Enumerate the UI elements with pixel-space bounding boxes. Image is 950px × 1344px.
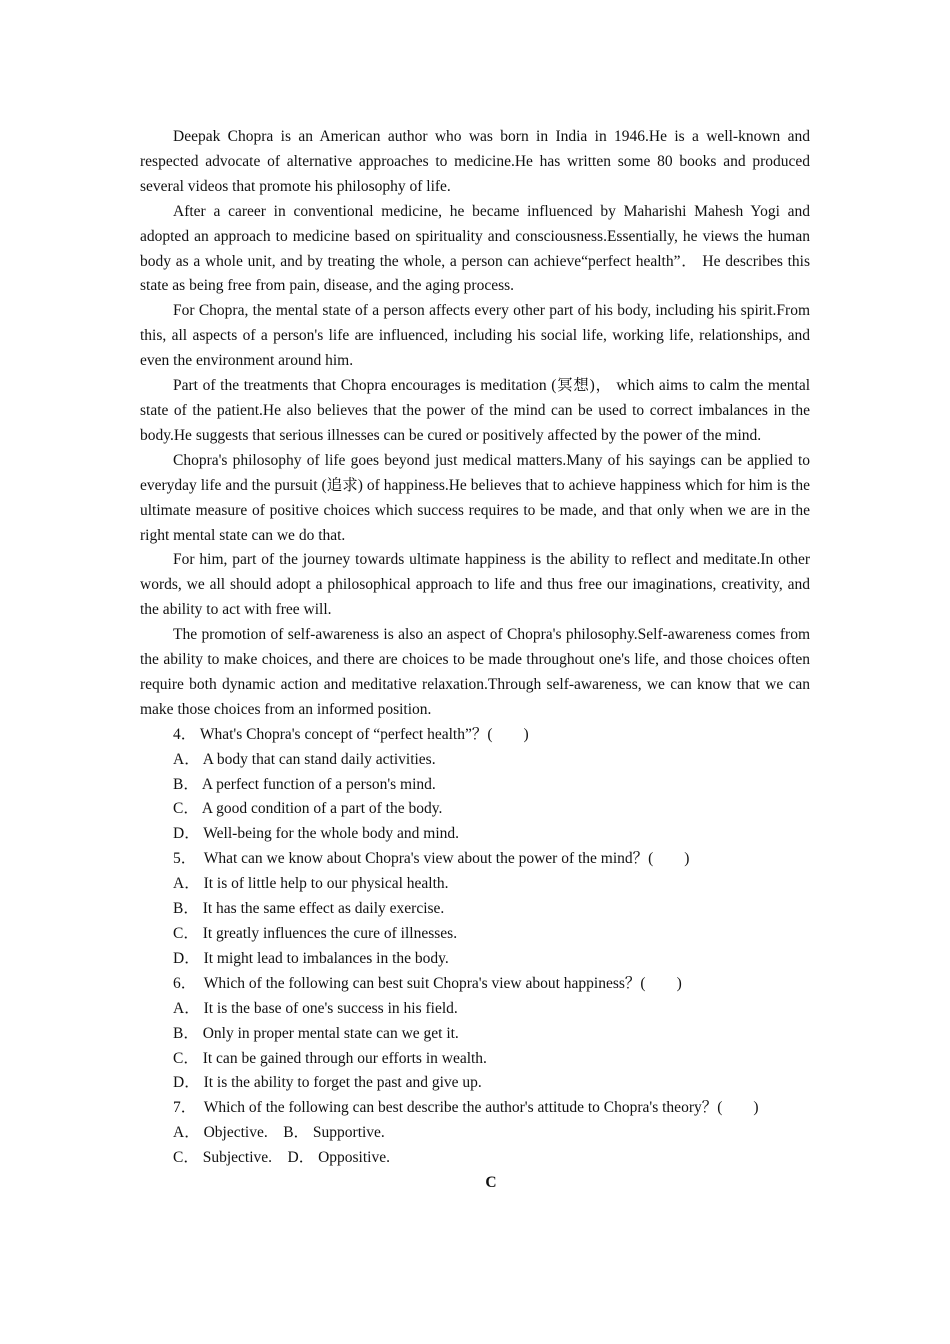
passage-paragraph: Deepak Chopra is an American author who was born in India in 1946.He is a well‑known and respected advocate of alternative approaches to medicine.He has written some 80 books and produced several videos that promote his philosophy of life. [140, 128, 810, 195]
question-stem: 7． Which of the following can best describe the author's attitude to Chopra's theory？( ) [173, 1099, 759, 1117]
answer-option: D． It might lead to imbalances in the body. [173, 949, 449, 967]
answer-option: B． It has the same effect as daily exercise. [173, 900, 445, 918]
answer-option: C． It can be gained through our efforts in wealth. [173, 1049, 487, 1067]
section-heading: C [485, 1174, 497, 1192]
reading-passage [140, 125, 810, 723]
answer-option: A． A body that can stand daily activities. [173, 750, 436, 768]
question-block [140, 972, 810, 1097]
passage-paragraph: The promotion of self‑awareness is also an aspect of Chopra's philosophy.Self‑awareness comes from the ability to make choices, and there are choices to be made throughout one's life, and those choices often require both dynamic action and meditative relaxation.Through self‑awareness, we can know that we can make those choices from an informed position. [140, 626, 810, 718]
answer-option: D． Well‑being for the whole body and mind. [173, 825, 460, 843]
passage-paragraph: Part of the treatments that Chopra encourages is meditation (冥想)， which aims to calm the mental state of the patient.He also believes that the power of the mind can be used to correct imbalances in the body.He suggests that serious illnesses can be cured or positively affected by the power of the mind. [140, 377, 810, 444]
passage-paragraph: Chopra's philosophy of life goes beyond just medical matters.Many of his sayings can be applied to everyday life and the pursuit (追求) of happiness.He believes that to achieve happiness which for him is the ultimate measure of positive choices which success requires to be made, and that only when we are in the right mental state can we do that. [140, 451, 810, 544]
passage-paragraph: For Chopra, the mental state of a person affects every other part of his body, including his spirit.From this, all aspects of a person's life are influenced, including his social life, working life, relationships, and even the environment around him. [140, 302, 810, 370]
question-stem: 6． Which of the following can best suit Chopra's view about happiness？( ) [173, 974, 682, 992]
passage-paragraph: After a career in conventional medicine, he became influenced by Maharishi Mahesh Yogi and adopted an approach to medicine based on spirituality and consciousness.Essentially, he views the human body as a whole unit, and by treating the whole, a person can achieve“perfect health”． He describes this state as being free from pain, disease, and the aging process. [140, 202, 810, 295]
answer-option: B． Only in proper mental state can we get it. [173, 1024, 459, 1042]
question-block [140, 847, 810, 972]
answer-option: A． It is the base of one's success in his field. [173, 999, 458, 1017]
answer-option: B． A perfect function of a person's mind. [173, 775, 436, 793]
answer-option: A． It is of little help to our physical health. [173, 875, 449, 893]
question-block [140, 1096, 810, 1171]
passage-paragraph: For him, part of the journey towards ultimate happiness is the ability to reflect and meditate.In other words, we all should adopt a philosophical approach to life and thus free our imaginations, creativity, and the ability to act with free will. [140, 551, 810, 619]
question-stem: 4． What's Chopra's concept of “perfect health”？( ) [173, 725, 529, 743]
document-page [140, 125, 810, 1196]
answer-option: A． Objective. B． Supportive. [173, 1124, 385, 1142]
question-block [140, 723, 810, 848]
answer-option: C． A good condition of a part of the body. [173, 800, 443, 818]
answer-option: C． Subjective. D． Oppositive. [173, 1149, 390, 1167]
answer-option: C． It greatly influences the cure of illnesses. [173, 925, 458, 942]
answer-option: D． It is the ability to forget the past and give up. [173, 1074, 482, 1092]
question-stem: 5． What can we know about Chopra's view about the power of the mind？( ) [173, 850, 690, 868]
